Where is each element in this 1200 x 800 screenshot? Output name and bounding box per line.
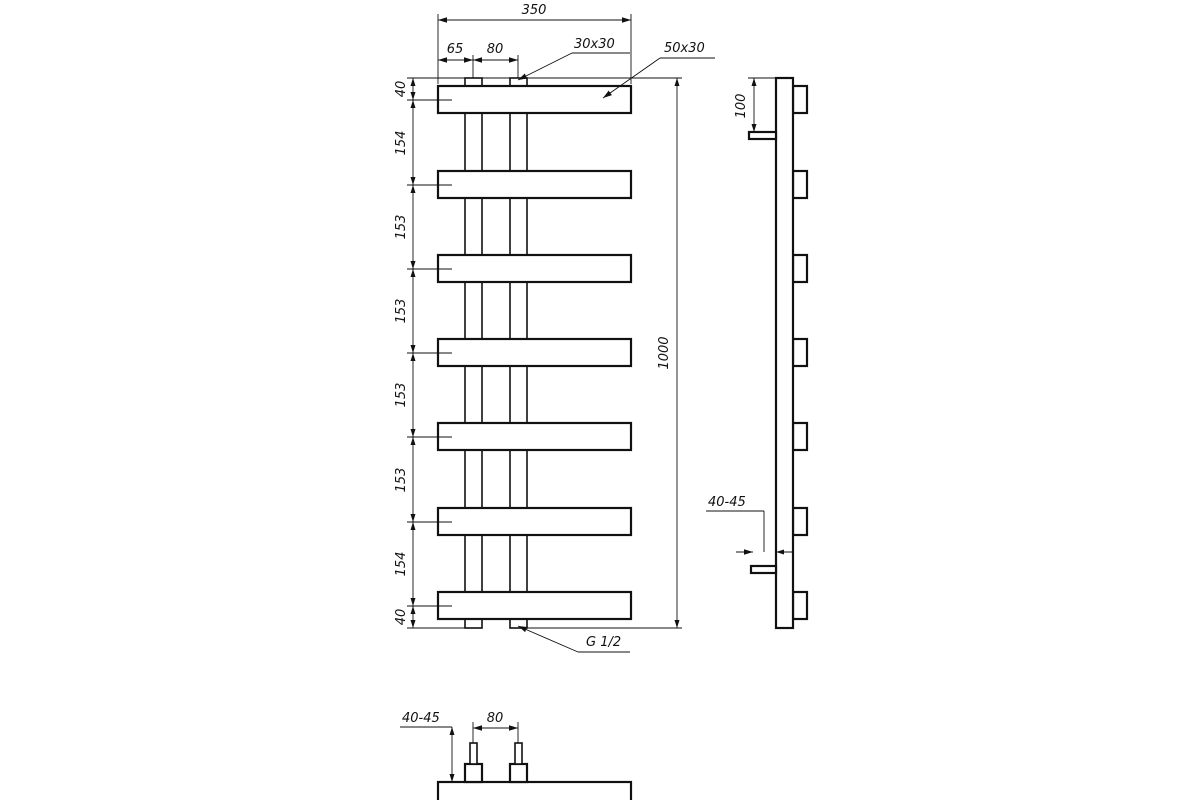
dim-label-153-d: 153: [394, 467, 409, 493]
dim-label-80-plan: 80: [486, 711, 504, 726]
top-bracket: [749, 132, 776, 139]
dim-label-154-top: 154: [394, 130, 409, 156]
dim-pipe-offsets: [438, 42, 518, 78]
leader-pipe-section: [518, 37, 630, 80]
plan-fitting-right: [510, 764, 527, 782]
dim-label-100: 100: [734, 93, 749, 119]
side-view: [706, 78, 807, 628]
label-30x30: 30x30: [574, 37, 615, 52]
bar: [438, 86, 631, 113]
bar-ends: [793, 86, 807, 619]
plan-pipe-left: [470, 743, 477, 764]
plan-fitting-left: [465, 764, 482, 782]
dim-label-350: 350: [521, 3, 547, 18]
bar-end: [793, 171, 807, 198]
dim-label-153-b: 153: [394, 298, 409, 324]
dim-label-80: 80: [486, 42, 504, 57]
bar-end: [793, 508, 807, 535]
dim-wall-gap-plan: [400, 711, 455, 782]
bar: [438, 423, 631, 450]
plan-bar: [438, 782, 631, 800]
label-50x30: 50x30: [664, 41, 705, 56]
bar-end: [793, 86, 807, 113]
dim-label-bottom-40: 40: [394, 608, 409, 626]
dim-pipe-spacing-plan: [473, 711, 518, 743]
dim-label-153-a: 153: [394, 214, 409, 240]
bar-end: [793, 339, 807, 366]
dim-label-top-40: 40: [394, 80, 409, 98]
bar: [438, 255, 631, 282]
bar: [438, 592, 631, 619]
dim-label-40-45-plan: 40-45: [402, 711, 440, 726]
bar: [438, 508, 631, 535]
dim-top-offset: [734, 78, 776, 132]
bottom-view: [400, 711, 631, 800]
front-view: [394, 3, 715, 652]
bottom-bracket: [751, 566, 776, 573]
dim-label-1000: 1000: [657, 336, 672, 370]
dim-label-65: 65: [446, 42, 464, 57]
label-thread: G 1/2: [586, 635, 622, 650]
dim-label-153-c: 153: [394, 382, 409, 408]
bar-end: [793, 592, 807, 619]
bar-end: [793, 423, 807, 450]
bar: [438, 339, 631, 366]
leader-thread: [518, 626, 630, 652]
dim-label-154-bottom: 154: [394, 551, 409, 577]
bar: [438, 171, 631, 198]
bar-end: [793, 255, 807, 282]
side-body: [776, 78, 793, 628]
dim-label-40-45-side: 40-45: [708, 495, 746, 510]
plan-pipe-right: [515, 743, 522, 764]
